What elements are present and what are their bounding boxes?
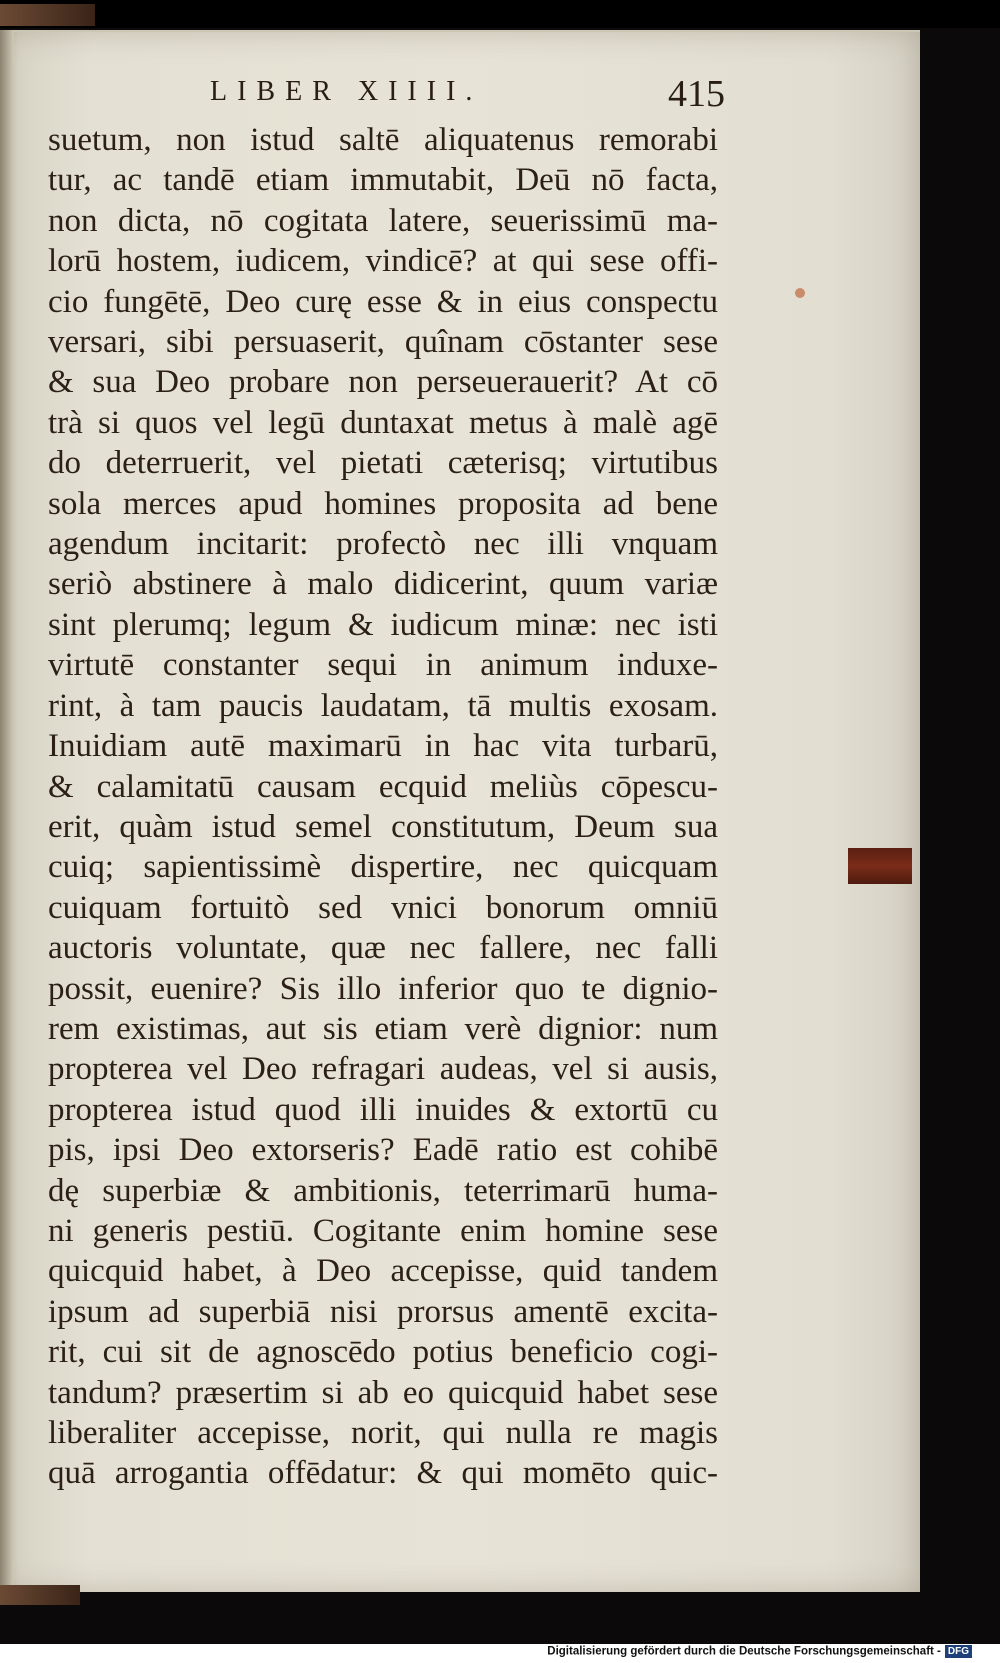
digitization-credit bbox=[547, 1645, 972, 1658]
text-line: sola merces apud homines proposita ad bene bbox=[48, 485, 718, 522]
text-line: propterea vel Deo refragari audeas, vel si ausis, bbox=[48, 1051, 718, 1088]
scan-top-edge bbox=[0, 0, 1000, 28]
binding-tab-bottom bbox=[0, 1585, 80, 1605]
text-line: trà si quos vel legū duntaxat metus à malè agē bbox=[48, 404, 718, 441]
dfg-logo: DFG bbox=[945, 1645, 972, 1658]
text-line: auctoris voluntate, quæ nec fallere, nec falli bbox=[48, 930, 718, 967]
page-number: 415 bbox=[668, 73, 725, 115]
text-line: rem existimas, aut sis etiam verè dignior: num bbox=[48, 1010, 718, 1047]
text-line: possit, euenire? Sis illo inferior quo te dignio- bbox=[48, 970, 718, 1007]
text-line: versari, sibi persuaserit, quînam cōstanter sese bbox=[48, 324, 718, 361]
text-line: quā arrogantia offēdatur: & qui momēto quic- bbox=[48, 1455, 718, 1492]
text-line: agendum incitarit: profectò nec illi vnquam bbox=[48, 526, 718, 563]
text-line: ni generis pestiū. Cogitante enim homine sese bbox=[48, 1212, 718, 1249]
text-line: & calamitatū causam ecquid meliùs cōpescu- bbox=[48, 768, 718, 805]
text-line: tandum? præsertim si ab eo quicquid habet sese bbox=[48, 1374, 718, 1411]
text-line: lorū hostem, iudicem, vindicē? at qui sese offi- bbox=[48, 243, 718, 280]
text-line: suetum, non istud saltē aliquatenus remorabi bbox=[48, 122, 718, 158]
text-line: cio fungētē, Deo curę esse & in eius conspectu bbox=[48, 283, 718, 320]
running-head: LIBER XIIII. bbox=[210, 76, 483, 107]
text-line: quicquid habet, à Deo accepisse, quid tandem bbox=[48, 1253, 718, 1290]
text-line: do deterruerit, vel pietati cæterisq; virtutibus bbox=[48, 445, 718, 482]
text-line: cuiquam fortuitò sed vnici bonorum omniū bbox=[48, 889, 718, 926]
text-line: sint plerumq; legum & iudicum minæ: nec isti bbox=[48, 606, 718, 643]
text-line: cuiq; sapientissimè dispertire, nec quicquam bbox=[48, 849, 718, 886]
text-line: erit, quàm istud semel constitutum, Deum sua bbox=[48, 808, 718, 845]
text-line: pis, ipsi Deo extorseris? Eadē ratio est cohibē bbox=[48, 1132, 718, 1169]
text-line: tur, ac tandē etiam immutabit, Deū nō facta, bbox=[48, 162, 718, 199]
text-line: dę superbiæ & ambitionis, teterrimarū huma- bbox=[48, 1172, 718, 1209]
page-gutter bbox=[0, 30, 14, 1590]
body-text bbox=[48, 120, 718, 1494]
ink-spot bbox=[795, 288, 805, 298]
text-line: ipsum ad superbiā nisi prorsus amentē excita- bbox=[48, 1293, 718, 1330]
text-line: & sua Deo probare non perseuerauerit? At cō bbox=[48, 364, 718, 401]
text-line: virtutē constanter sequi in animum induxe- bbox=[48, 647, 718, 684]
binding-tab-top bbox=[0, 4, 95, 26]
text-line: liberaliter accepisse, norit, qui nulla re magis bbox=[48, 1415, 718, 1451]
text-line: rint, à tam paucis laudatam, tā multis exosam. bbox=[48, 687, 718, 724]
text-line: propterea istud quod illi inuides & extortū cu bbox=[48, 1091, 718, 1128]
text-line: Inuidiam autē maximarū in hac vita turbarū, bbox=[48, 728, 718, 765]
page-marker-tab bbox=[848, 848, 912, 884]
text-line: seriò abstinere à malo didicerint, quum variæ bbox=[48, 566, 718, 603]
text-line: non dicta, nō cogitata latere, seuerissimū ma- bbox=[48, 202, 718, 239]
text-line: rit, cui sit de agnoscēdo potius beneficio cogi- bbox=[48, 1334, 718, 1371]
credit-text: Digitalisierung gefördert durch die Deutsche Forschungsgemeinschaft - bbox=[547, 1645, 941, 1658]
